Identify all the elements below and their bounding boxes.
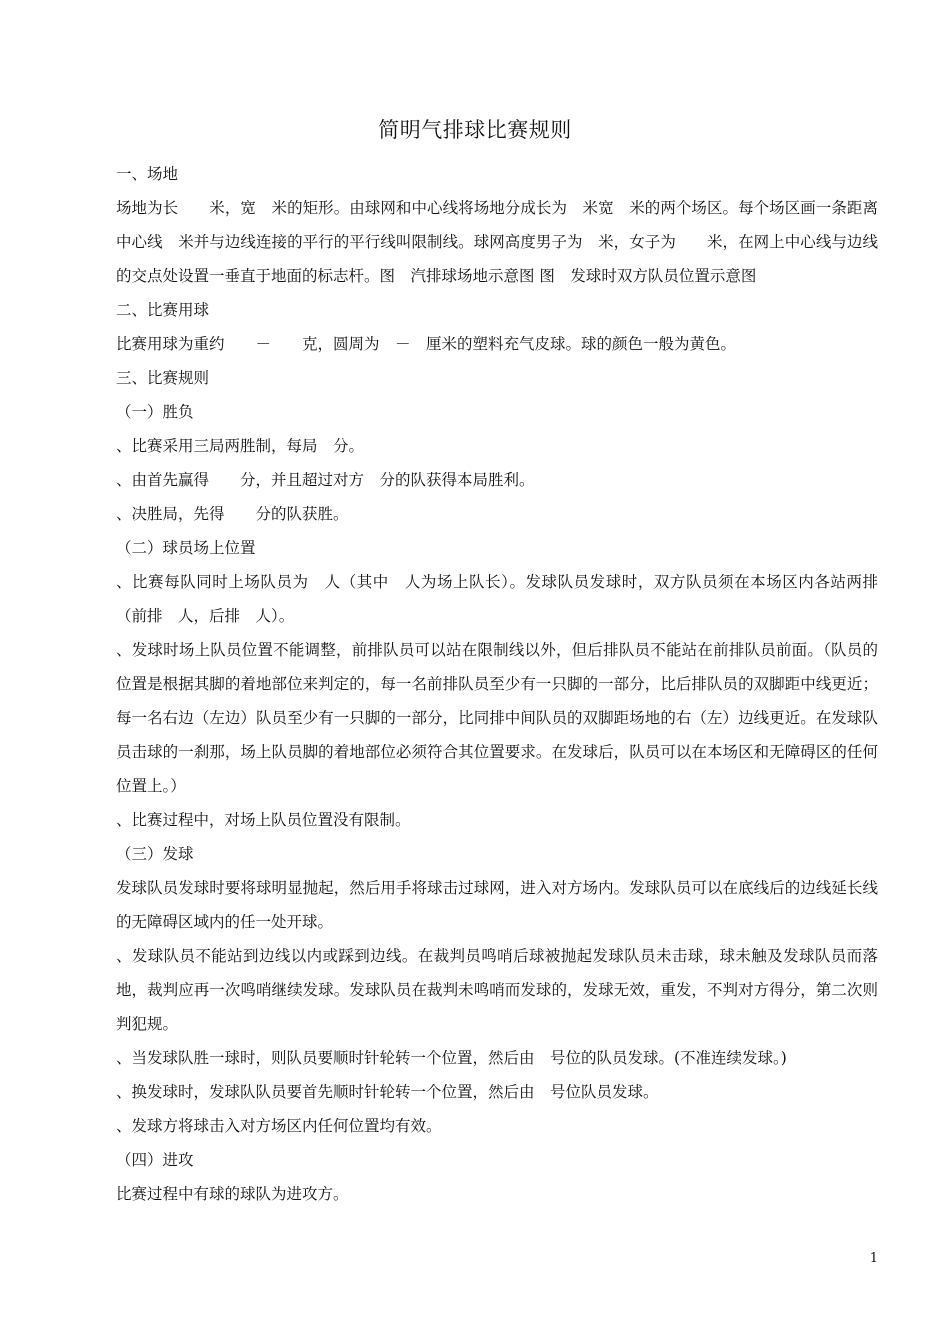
section-heading-ball: 二、比赛用球 [116,301,210,319]
rule-item: 、由首先赢得 分，并且超过对方 分的队获得本局胜利。 [116,471,535,489]
paragraph-ball: 比赛用球为重约 － 克，圆周为 － 厘米的塑料充气皮球。球的颜色一般为黄色。 [116,335,737,353]
rule-item: 、比赛采用三局两胜制，每局 分。 [116,437,365,455]
rule-item: 、当发球队胜一球时，则队员要顺时针轮转一个位置，然后由 号位的队员发球。(不准连续发球。) [116,1049,787,1067]
rule-item: 、发球方将球击入对方场区内任何位置均有效。 [116,1117,442,1135]
rule-item: 、决胜局，先得 分的队获胜。 [116,505,349,523]
subheading-win-loss: （一）胜负 [116,403,194,421]
subheading-positions: （二）球员场上位置 [116,539,256,557]
document-title: 简明气排球比赛规则 [378,118,572,142]
rule-item: 、发球时场上队员位置不能调整，前排队员可以站在限制线以外，但后排队员不能站在前排队员前面。（队员的位置是根据其脚的着地部位来判定的，每一名前排队员至少有一只脚的一部分，比后排队员的双脚距中线更近；每一名右边（左边）队员至少有一只脚的一部分，比同排中间队员的双脚距场地的右（左）边线更近。在发球队员击球的一刹那，场上队员脚的着地部位必须符合其位置要求。在发球后，队员可以在本场区和无障碍区的任何位置上。） [116,641,878,795]
section-heading-venue: 一、场地 [116,165,179,183]
document-body [116,157,878,1211]
paragraph-serve: 发球队员发球时要将球明显抛起，然后用手将球击过球网，进入对方场内。发球队员可以在底线后的边线延长线的无障碍区域内的任一处开球。 [116,879,878,931]
rule-item: 、比赛每队同时上场队员为 人（其中 人为场上队长）。发球队员发球时，双方队员须在本场区内各站两排（前排 人，后排 人）。 [116,573,878,625]
rule-item: 、比赛过程中，对场上队员位置没有限制。 [116,811,411,829]
paragraph-attack: 比赛过程中有球的球队为进攻方。 [116,1185,349,1203]
section-heading-rules: 三、比赛规则 [116,369,210,387]
page-number: 1 [869,1251,878,1266]
subheading-attack: （四）进攻 [116,1151,194,1169]
rule-item: 、换发球时，发球队队员要首先顺时针轮转一个位置，然后由 号位队员发球。 [116,1083,659,1101]
paragraph-venue: 场地为长 米，宽 米的矩形。由球网和中心线将场地分成长为 米宽 米的两个场区。每个场区画一条距离中心线 米并与边线连接的平行的平行线叫限制线。球网高度男子为 米，女子为 米，在网上中心线与边线的交点处设置一垂直于地面的标志杆。图 汽排球场地示意图 图 发球时双方队员位置示意图 [116,199,878,285]
subheading-serve: （三）发球 [116,845,194,863]
rule-item: 、发球队员不能站到边线以内或踩到边线。在裁判员鸣哨后球被抛起发球队员未击球，球未触及发球队员而落地，裁判应再一次鸣哨继续发球。发球队员在裁判未鸣哨而发球的，发球无效，重发，不判对方得分，第二次则判犯规。 [116,947,878,1033]
